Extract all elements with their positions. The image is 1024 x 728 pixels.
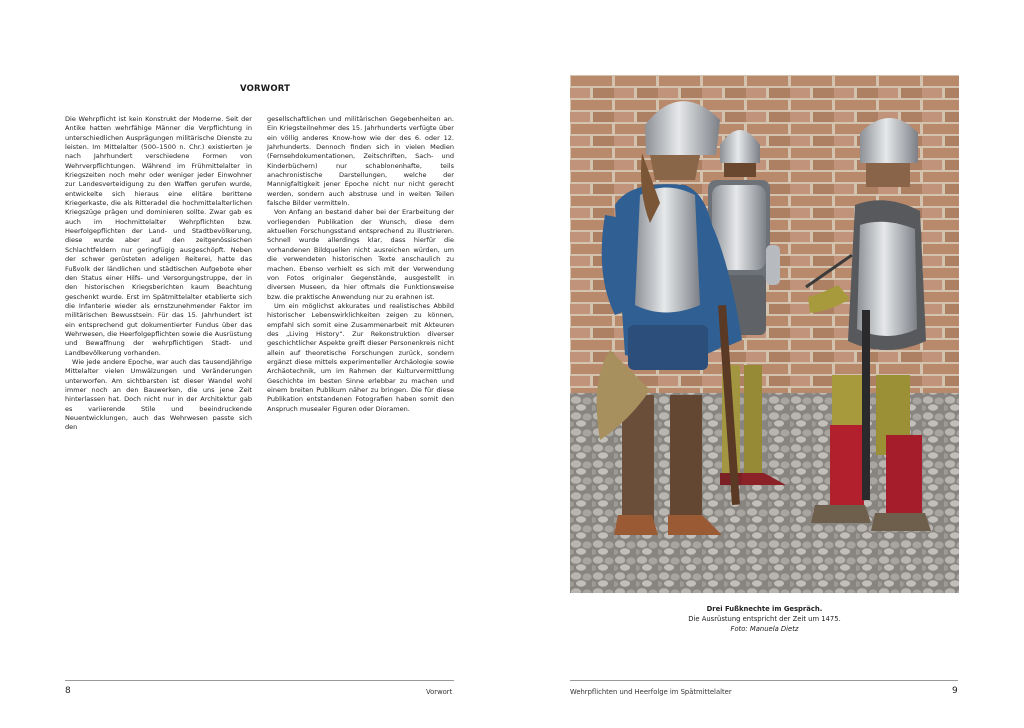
running-head: Wehrpflichten und Heerfolge im Spätmittelalter [570,688,732,696]
paragraph: Von Anfang an bestand daher bei der Erarbeitung der vorliegenden Publikation der Wunsch, diese dem aktuellen Forschungsstand entsprechend zu illustrieren. Schnell wurde allerdings klar, dass hierfür die vorhandenen Bildquellen nicht ausreichen würden, um die verwendeten historischen Texte anschaulich zu machen. Ebenso verhielt es sich mit der Verwendung von Fotos originaler Gegenstände, ausgestellt in diversen Museen, da hier oftmals die Funktionsweise bzw. die praktische Anwendung nur zu erahnen ist. [267,208,454,301]
page-number: 8 [65,686,71,696]
paragraph: gesellschaftlichen und militärischen Gegebenheiten an. Ein Kriegsteilnehmer des 15. Jahrhunderts verfügte über ein völlig anderes Know-how wie der des 6. oder 12. Jahrhunderts. Dennoch finden sich in vielen Medien (Fernsehdokumentationen, Zeitschriften, Sach- und Kinderbüchern) nur schablonenhafte, teils anachronistische Darstellungen, welche der Mannigfaltigkeit jener Epoche nicht nur nicht gerecht werden, sondern auch abstruse und in weiten Teilen falsche Bilder vermitteln. [267,115,454,208]
footer-rule [65,680,454,681]
paragraph: Um ein möglichst akkurates und realistisches Abbild historischer Lebenswirklichkeiten zeigen zu können, empfahl sich somit eine Zusammenarbeit mit Akteuren des „Living History“. Zur Rekonstruktion diverser geschichtlicher Aspekte greift dieser Personenkreis nicht allein auf theoretische Forschungen zurück, sondern ergänzt diese mittels experimenteller Archäologie sowie Archäotechnik, um im Rahmen der Kulturvermittlung Geschichte im besten Sinne erlebbar zu machen und einem breiten Publikum näher zu bringen. Die für diese Publikation entstandenen Fotografien haben somit den Anspruch musealer Figuren oder Dioramen. [267,301,454,413]
paragraph: Wie jede andere Epoche, war auch das tausendjährige Mittelalter vielen Umwälzungen und Veränderungen unterworfen. Am sichtbarsten ist dieser Wandel wohl immer noch an den Bauwerken, die uns jene Zeit hinterlassen hat. Doch nicht nur in der Architektur gab es variierende Stile und beeindruckende Neuentwicklungen, auch das Wehrwesen passte sich den [65,357,252,432]
text-column-2 [267,115,454,414]
caption-credit: Foto: Manuela Dietz [730,625,799,633]
text-column-1 [65,115,252,433]
page-number: 9 [952,686,958,696]
photo-three-foot-soldiers [570,75,959,593]
chapter-heading: VORWORT [240,84,291,94]
footer-rule [570,680,958,681]
running-head: Vorwort [426,688,453,696]
caption-text: Die Ausrüstung entspricht der Zeit um 1475. [688,615,841,623]
paragraph: Die Wehrpflicht ist kein Konstrukt der Moderne. Seit der Antike hatten wehrfähige Männer die Verpflichtung in unterschiedlichen Ausprägungen militärische Dienste zu leisten. Im Mittelalter (500–1500 n. Chr.) existierten je nach Jahrhundert verschiedene Formen von Wehrverpflichtungen. Während im Frühmittelalter in Kriegszeiten noch mehr oder weniger jeder Einwohner zur Landesverteidigung zu den Waffen gerufen wurde, entwickelte sich hieraus eine elitäre berittene Kriegerkaste, die als Ritteradel die hochmittelalterlichen Kriegszüge prägen und dominieren sollte. Zwar gab es auch im Hochmittelalter Wehrpflichten bzw. Heerfolgepflichten der Land- und Stadtbevölkerung, diese wurde aber auf den zeitgenössischen Schlachtfeldern nur geringfügig ausgeschöpft. Neben der schwer gerüsteten adeligen Reiterei, hatte das Fußvolk der ländlichen und städtischen Aufgebote eher den Status einer Hilfs- und Versorgungstruppe, der in den historischen Kriegsberichten kaum Beachtung geschenkt wurde. Erst im Spätmittelalter etablierte sich die Infanterie wieder als ernstzunehmender Faktor im militärischen Bewusstsein. Für das 15. Jahrhundert ist ein entsprechend gut dokumentierter Fundus über das Wehrwesen, die Heerfolgepflichten sowie die Ausrüstung und Bewaffnung der wehrpflichtigen Stadt- und Landbevölkerung vorhanden. [65,115,252,357]
photo-caption [570,604,959,634]
caption-title: Drei Fußknechte im Gespräch. [706,605,823,613]
